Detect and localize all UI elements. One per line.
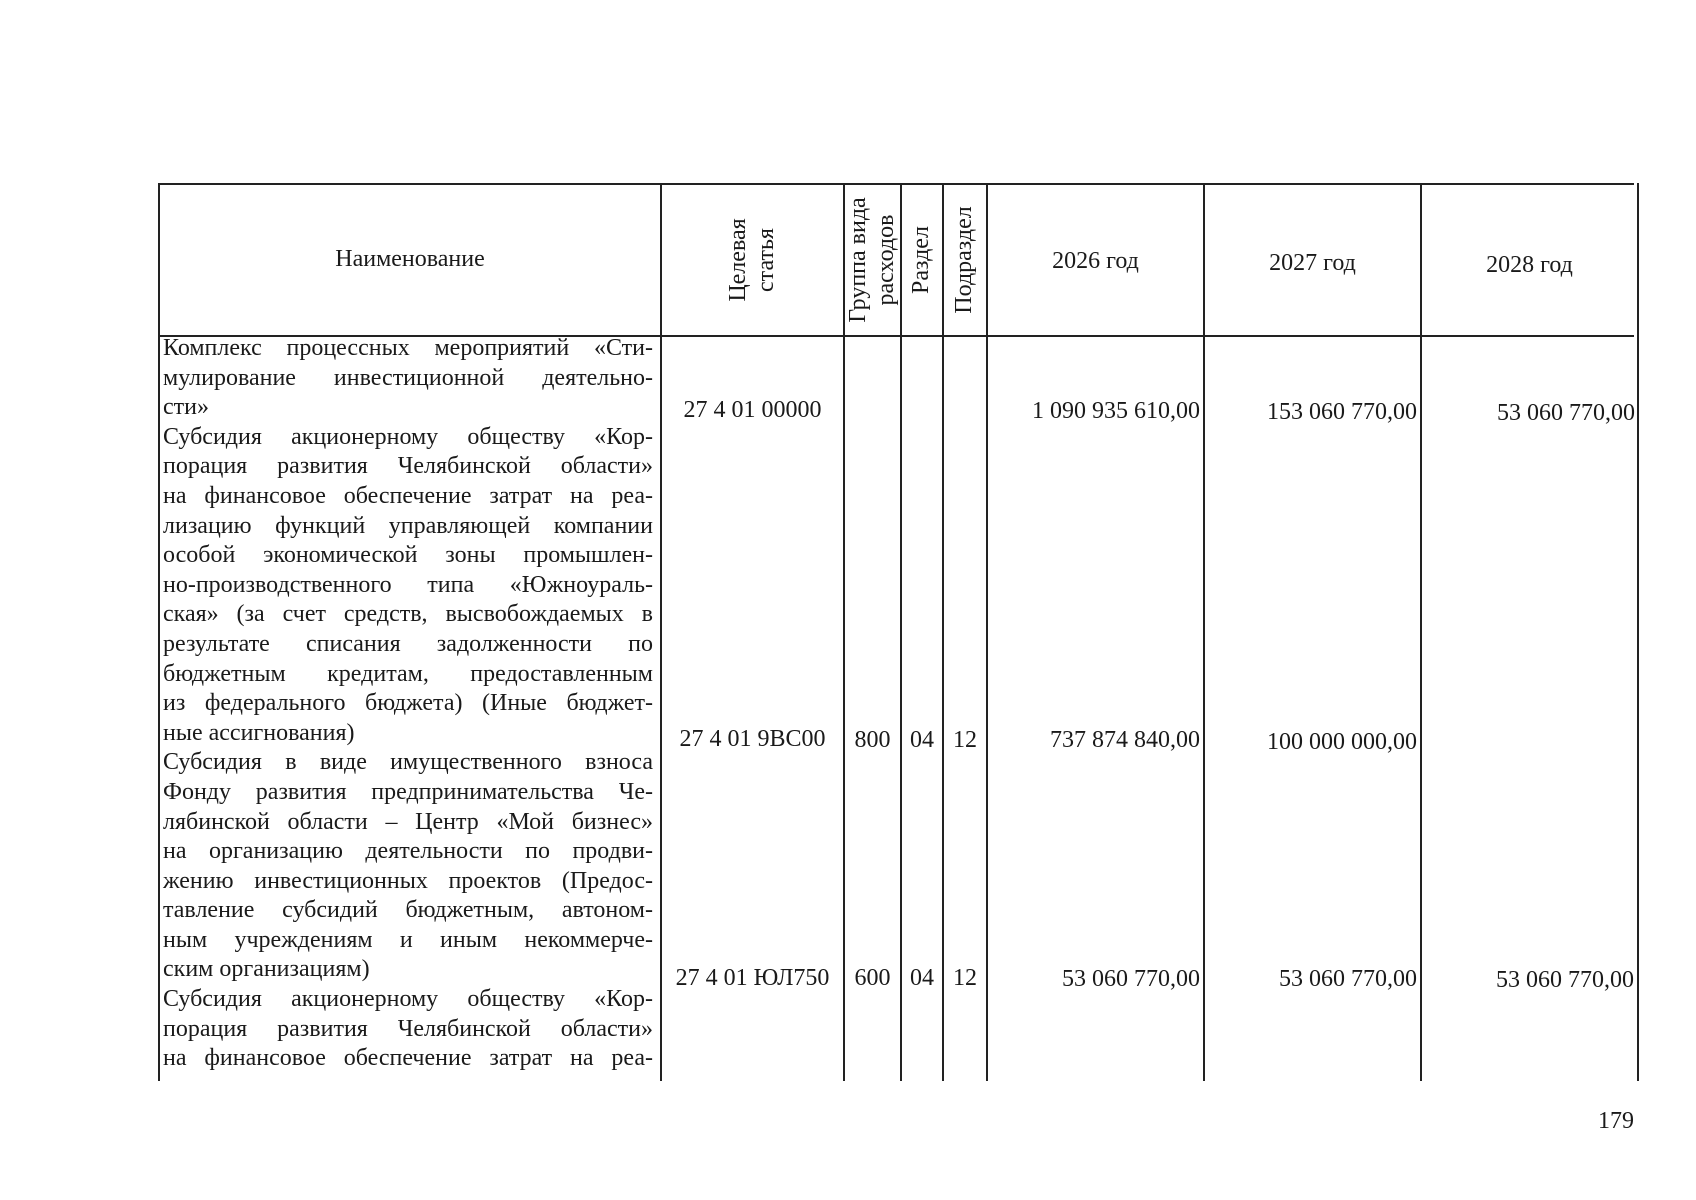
row2-2028: 53 060 770,00 [1496, 967, 1634, 993]
row2-expense-group: 600 [854, 965, 891, 991]
name-line: порация развития Челябинской области» [163, 453, 653, 480]
header-target-article [724, 185, 780, 335]
col-divider-subsection [986, 183, 988, 1081]
col-divider-name [660, 183, 662, 1081]
header-name: Наименование [335, 246, 485, 272]
name-line: ским организациям) [163, 956, 370, 983]
name-line: Комплекс процессных мероприятий «Сти- [163, 335, 653, 361]
name-line: Субсидия акционерному обществу «Кор- [163, 986, 653, 1013]
header-2027: 2027 год [1269, 250, 1356, 276]
header-expense-group-text: Группа вида расходов [845, 197, 899, 323]
row0-target-article: 27 4 01 00000 [683, 397, 822, 423]
header-subsection: Подраздел [951, 206, 977, 314]
row1-target-article: 27 4 01 9ВС00 [679, 726, 826, 752]
table-right-border [1637, 183, 1639, 1081]
name-line: на организацию деятельности по продви- [163, 838, 653, 865]
name-line: результате списания задолженности по [163, 630, 653, 657]
table-left-border [158, 183, 160, 1081]
col-divider-section [942, 183, 944, 1081]
name-line: лизацию функций управляющей компании [163, 512, 653, 539]
row2-2027: 53 060 770,00 [1279, 966, 1417, 992]
page-number: 179 [1598, 1108, 1634, 1134]
row2-target-article: 27 4 01 ЮЛ750 [675, 965, 830, 991]
name-line: особой экономической зоны промышлен- [163, 542, 653, 569]
name-line: ным учреждениям и иным некоммерче- [163, 926, 653, 953]
header-2028: 2028 год [1486, 252, 1573, 278]
header-expense-group [844, 185, 900, 335]
row2-2026: 53 060 770,00 [1062, 966, 1200, 992]
name-line: жению инвестиционных проектов (Предос- [163, 867, 653, 894]
col-divider-group [900, 183, 902, 1081]
name-line: но-производственного типа «Южноураль- [163, 571, 653, 598]
col-divider-2027 [1420, 183, 1422, 1081]
name-line: мулирование инвестиционной деятельно- [163, 364, 653, 391]
col-divider-2026 [1203, 183, 1205, 1081]
row2-section: 04 [910, 965, 934, 991]
header-section: Раздел [908, 226, 934, 294]
name-line: ные ассигнования) [163, 719, 355, 746]
row1-section: 04 [910, 727, 934, 753]
name-line: бюджетным кредитам, предоставленным [163, 660, 653, 687]
row1-expense-group: 800 [854, 727, 891, 753]
name-line: Фонду развития предпринимательства Че- [163, 778, 653, 805]
name-line: ская» (за счет средств, высвобождаемых в [163, 601, 653, 628]
row1-subsection: 12 [953, 727, 977, 753]
row0-2027: 153 060 770,00 [1267, 399, 1417, 425]
name-line: Субсидия в виде имущественного взноса [163, 749, 653, 776]
row2-subsection: 12 [953, 965, 977, 991]
name-line: на финансовое обеспечение затрат на реа- [163, 482, 653, 509]
row0-2026: 1 090 935 610,00 [1032, 398, 1200, 424]
name-line: из федерального бюджета) (Иные бюджет- [163, 690, 653, 717]
row1-2026: 737 874 840,00 [1050, 727, 1200, 753]
row1-2027: 100 000 000,00 [1267, 729, 1417, 755]
name-line: лябинской области – Центр «Мой бизнес» [163, 808, 653, 835]
header-target-article-text: Целевая статья [725, 218, 779, 302]
header-2026: 2026 год [1052, 248, 1139, 274]
name-column [163, 334, 653, 1074]
row0-2028: 53 060 770,00 [1497, 400, 1635, 426]
name-line: на финансовое обеспечение затрат на реа- [163, 1045, 653, 1072]
name-line: сти» [163, 394, 209, 421]
name-line: Субсидия акционерному обществу «Кор- [163, 423, 653, 450]
name-line: порация развития Челябинской области» [163, 1015, 653, 1042]
name-line: тавление субсидий бюджетным, автоном- [163, 897, 653, 924]
